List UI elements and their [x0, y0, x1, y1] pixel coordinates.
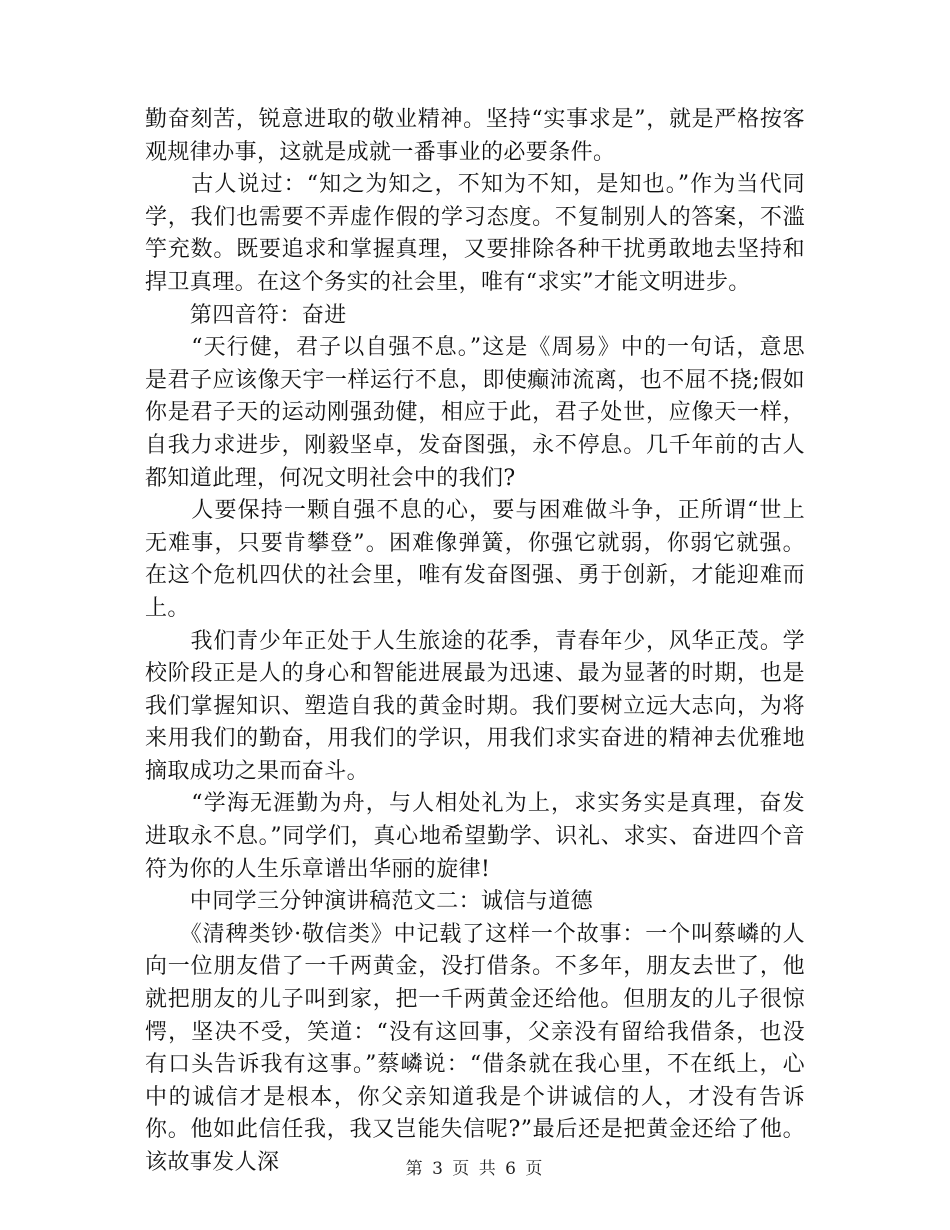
paragraph: 勤奋刻苦，锐意进取的敬业精神。坚持“实事求是”，就是严格按客观规律办事，这就是成就一番事业的必要条件。	[145, 107, 805, 165]
paragraph: 我们青少年正处于人生旅途的花季，青春年少，风华正茂。学校阶段正是人的身心和智能进展最为迅速、最为显著的时期，也是我们掌握知识、塑造自我的黄金时期。我们要树立远大志向，为将来用我们的勤奋，用我们的学识，用我们求实奋进的精神去优雅地摘取成功之果而奋斗。	[145, 628, 805, 784]
section-heading: 中同学三分钟演讲稿范文二：诚信与道德	[145, 889, 594, 915]
paragraph: 古人说过：“知之为知之，不知为不知，是知也。”作为当代同学，我们也需要不弄虚作假的学习态度。不复制别人的答案，不滥竽充数。既要追求和掌握真理，又要排除各种干扰勇敢地去坚持和捍卫真理。在这个务实的社会里，唯有“求实”才能文明进步。	[145, 172, 805, 295]
paragraph: 人要保持一颗自强不息的心，要与困难做斗争，正所谓“世上无难事，只要肯攀登”。困难像弹簧，你强它就弱，你弱它就强。在这个危机四伏的社会里，唯有发奋图强、勇于创新，才能迎难而上。	[145, 498, 805, 621]
paragraph: 《清稗类钞·敬信类》中记载了这样一个故事：一个叫蔡嶙的人向一位朋友借了一千两黄金，没打借条。不多年，朋友去世了，他就把朋友的儿子叫到家，把一千两黄金还给他。但朋友的儿子很惊愕，坚决不受，笑道：“没有这回事，父亲没有留给我借条，也没有口头告诉我有这事。”蔡嶙说：“借条就在我心里，不在纸上，心中的诚信才是根本，你父亲知道我是个讲诚信的人，才没有告诉你。他如此信任我，我又岂能失信呢?”最后还是把黄金还给了他。该故事发人深	[145, 921, 805, 1175]
paragraph: “天行健，君子以自强不息。”这是《周易》中的一句话，意思是君子应该像天宇一样运行不息，即使癫沛流离，也不屈不挠;假如你是君子天的运动刚强劲健，相应于此，君子处世，应像天一样，自我力求进步，刚毅坚卓，发奋图强，永不停息。几千年前的古人都知道此理，何况文明社会中的我们?	[145, 335, 805, 491]
paragraph: “学海无涯勤为舟，与人相处礼为上，求实务实是真理，奋发进取永不息。”同学们，真心地希望勤学、识礼、求实、奋进四个音符为你的人生乐章谱出华丽的旋律!	[145, 791, 805, 882]
body-text	[145, 104, 805, 1180]
page-footer: 第 3 页 共 6 页	[405, 1159, 545, 1179]
section-heading: 第四音符：奋进	[145, 302, 347, 328]
